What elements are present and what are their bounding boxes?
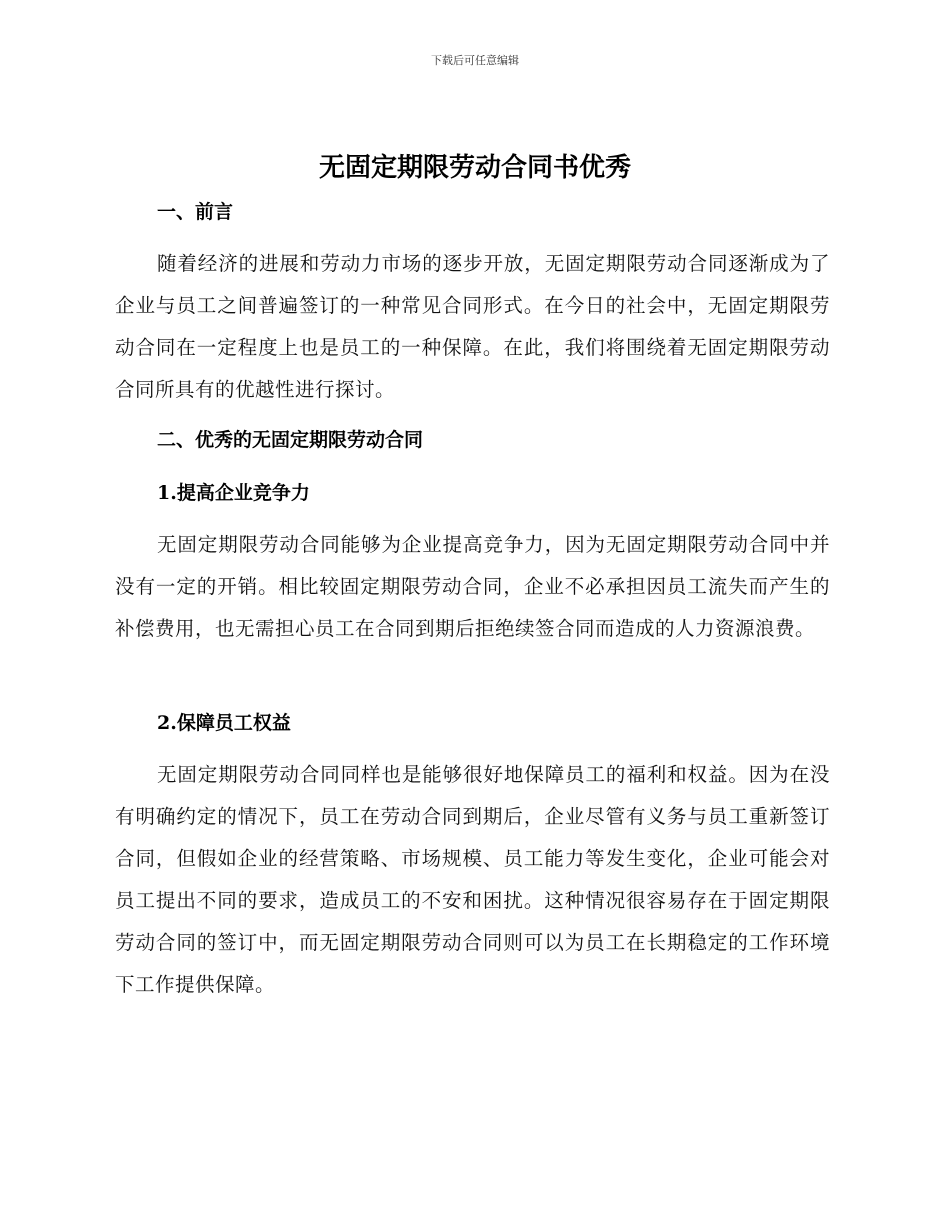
preface-paragraph: 随着经济的进展和劳动力市场的逐步开放，无固定期限劳动合同逐渐成为了企业与员工之间普遍签订的一种常见合同形式。在今日的社会中，无固定期限劳动合同在一定程度上也是员工的一种保障。在此，我们将围绕着无固定期限劳动合同所具有的优越性进行探讨。	[115, 252, 830, 401]
page-header-note: 下载后可任意编辑	[431, 54, 519, 67]
section-heading-excellent-contract: 二、优秀的无固定期限劳动合同	[157, 429, 424, 451]
document-title: 无固定期限劳动合同书优秀	[318, 153, 631, 183]
subsection-heading-employee-rights: 2.保障员工权益	[157, 712, 291, 734]
section-heading-preface: 一、前言	[157, 201, 234, 223]
subsection-heading-competitiveness: 1.提高企业竞争力	[157, 482, 310, 504]
competitiveness-paragraph: 无固定期限劳动合同能够为企业提高竞争力，因为无固定期限劳动合同中并没有一定的开销。相比较固定期限劳动合同，企业不必承担因员工流失而产生的补偿费用，也无需担心员工在合同到期后拒绝续签合同而造成的人力资源浪费。	[115, 533, 830, 640]
employee-rights-paragraph: 无固定期限劳动合同同样也是能够很好地保障员工的福利和权益。因为在没有明确约定的情况下，员工在劳动合同到期后，企业尽管有义务与员工重新签订合同，但假如企业的经营策略、市场规模、员工能力等发生变化，企业可能会对员工提出不同的要求，造成员工的不安和困扰。这种情况很容易存在于固定期限劳动合同的签订中，而无固定期限劳动合同则可以为员工在长期稳定的工作环境下工作提供保障。	[115, 763, 830, 996]
